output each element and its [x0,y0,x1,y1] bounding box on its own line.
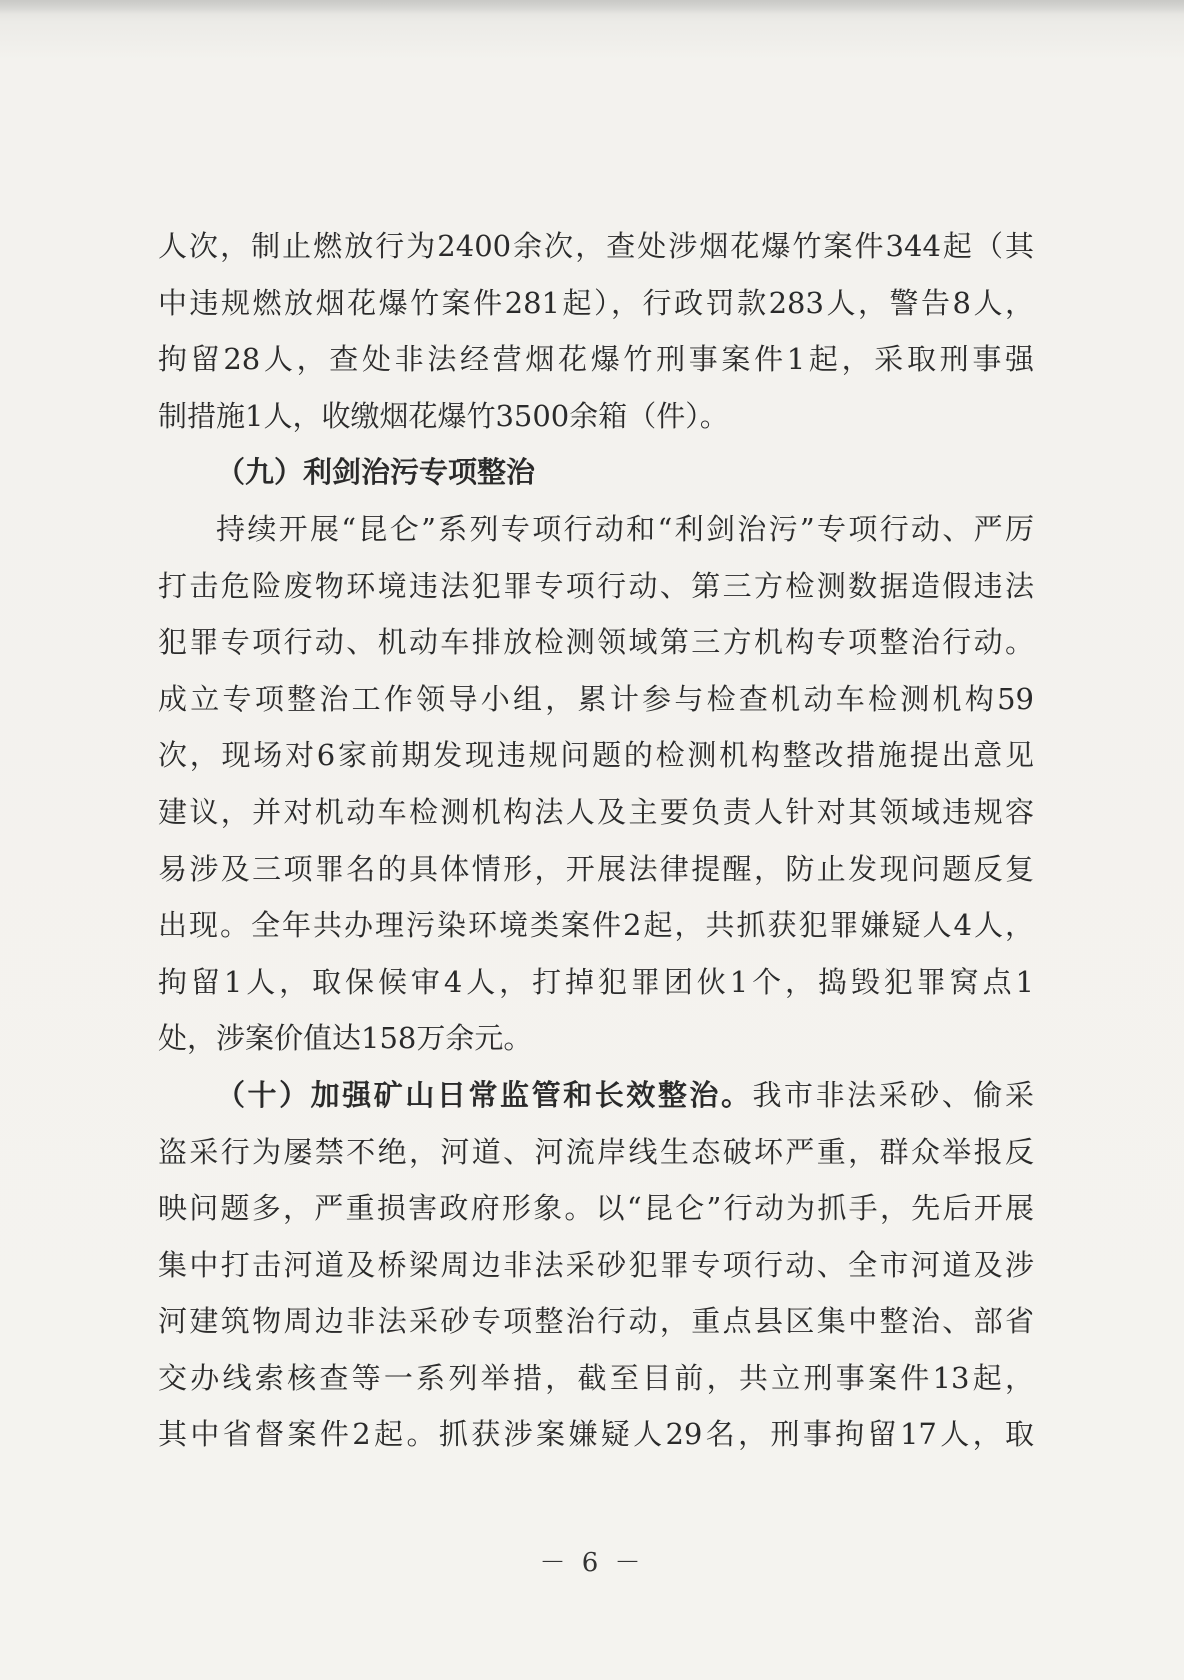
text-line: 交办线索核查等一系列举措，截至目前，共立刑事案件13起， [158,1360,1034,1395]
text-line: 拘留1人，取保候审4人，打掉犯罪团伙1个，捣毁犯罪窝点1 [158,964,1034,999]
text-line: 盗采行为屡禁不绝，河道、河流岸线生态破坏严重，群众举报反 [158,1134,1034,1169]
text-line: 犯罪专项行动、机动车排放检测领域第三方机构专项整治行动。 [158,625,1034,660]
text-line: 处，涉案价值达158万余元。 [158,1021,533,1056]
text-line: 持续开展“昆仑”系列专项行动和“利剑治污”专项行动、严厉 [216,511,1034,546]
scan-edge-shadow [0,0,1184,14]
text-line: 次，现场对6家前期发现违规问题的检测机构整改措施提出意见 [158,738,1034,773]
page-number: － 6 － [539,1548,645,1578]
text-line: 建议，并对机动车检测机构法人及主要负责人针对其领域违规容 [158,794,1034,829]
text-line: 出现。全年共办理污染环境类案件2起，共抓获犯罪嫌疑人4人， [158,908,1034,943]
text-line: 成立专项整治工作领导小组，累计参与检查机动车检测机构59 [158,681,1034,716]
text-line [158,1067,1034,1124]
section-heading-9 [158,444,1034,501]
text-line: 打击危险废物环境违法犯罪专项行动、第三方检测数据造假违法 [158,568,1034,603]
text-line: 易涉及三项罪名的具体情形，开展法律提醒，防止发现问题反复 [158,851,1034,886]
document-body [158,218,1034,1463]
section-heading-10: （十）加强矿山日常监管和长效整治。 [216,1077,753,1112]
text-line: 集中打击河道及桥梁周边非法采砂犯罪专项行动、全市河道及涉 [158,1247,1034,1282]
text-line: 河建筑物周边非法采砂专项整治行动，重点县区集中整治、部省 [158,1304,1034,1339]
text-line: 制措施1人，收缴烟花爆竹3500余箱（件）。 [158,398,729,433]
heading-text: （九）利剑治污专项整治 [216,455,536,490]
text-line: 拘留28人，查处非法经营烟花爆竹刑事案件1起，采取刑事强 [158,342,1034,377]
paragraph-section-10 [158,1067,1034,1463]
text-line: 人次，制止燃放行为2400余次，查处涉烟花爆竹案件344起（其 [158,229,1034,263]
paragraph-continuation [158,218,1034,444]
text-line: 映问题多，严重损害政府形象。以“昆仑”行动为抓手，先后开展 [158,1191,1034,1226]
text-line: 其中省督案件2起。抓获涉案嫌疑人29名，刑事拘留17人，取 [158,1417,1034,1452]
text-line: 中违规燃放烟花爆竹案件281起），行政罚款283人，警告8人， [158,285,1034,320]
paragraph-section-9 [158,501,1034,1067]
heading-line-rest: 我市非法采砂、偷采 [752,1077,1034,1112]
